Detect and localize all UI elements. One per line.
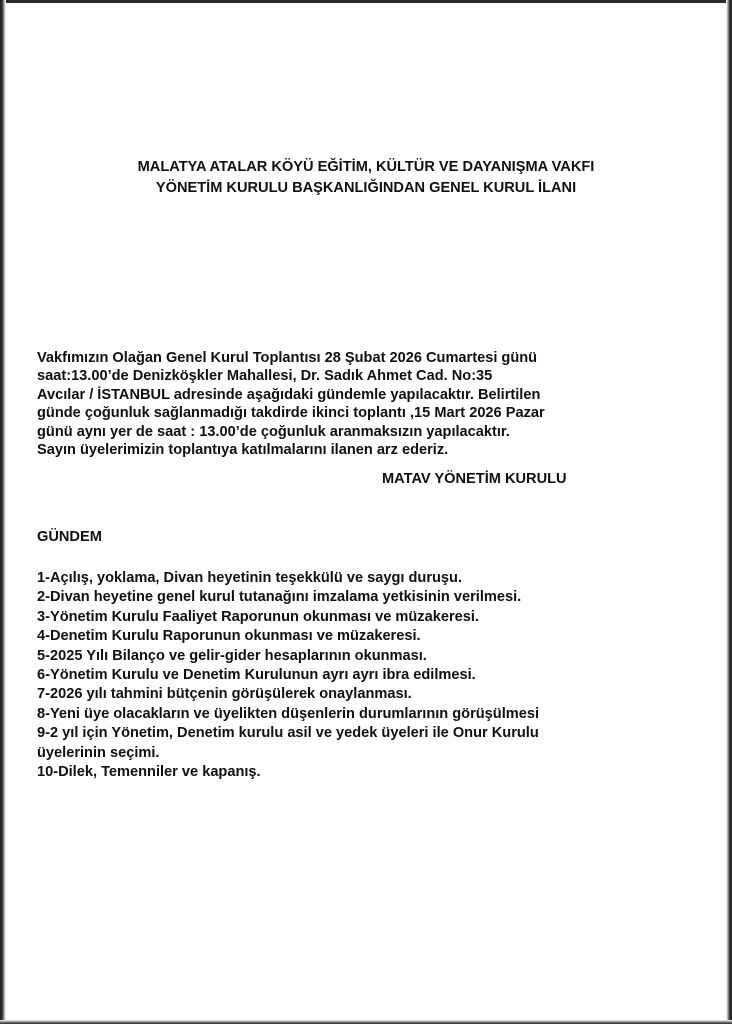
body-line: Sayın üyelerimizin toplantıya katılmalarını ilanen arz ederiz. <box>37 441 449 458</box>
announcement-body <box>37 349 657 459</box>
agenda-item: 9-2 yıl için Yönetim, Denetim kurulu asil ve yedek üyeleri ile Onur Kurulu <box>37 725 539 742</box>
agenda-item: 4-Denetim Kurulu Raporunun okunması ve müzakeresi. <box>37 628 421 645</box>
agenda-item: 8-Yeni üye olacakların ve üyelikten düşenlerin durumlarının görüşülmesi <box>37 705 540 722</box>
announcement-title <box>0 157 732 199</box>
body-line: saat:13.00’de Denizköşkler Mahallesi, Dr. Sadık Ahmet Cad. No:35 <box>37 368 493 385</box>
scan-edge-right <box>726 0 732 1024</box>
agenda-list <box>37 569 657 782</box>
title-line-1: MALATYA ATALAR KÖYÜ EĞİTİM, KÜLTÜR VE DAYANIŞMA VAKFI <box>137 159 595 175</box>
signature: MATAV YÖNETİM KURULU <box>382 471 567 487</box>
agenda-item: 3-Yönetim Kurulu Faaliyet Raporunun okunması ve müzakeresi. <box>37 608 479 625</box>
body-line: Vakfımızın Olağan Genel Kurul Toplantısı 28 Şubat 2026 Cumartesi günü <box>37 350 538 366</box>
agenda-item: 10-Dilek, Temenniler ve kapanış. <box>37 763 261 780</box>
scan-edge-top <box>0 0 732 3</box>
agenda-item: 1-Açılış, yoklama, Divan heyetinin teşekkülü ve saygı duruşu. <box>37 570 463 586</box>
body-line: günde çoğunluk sağlanmadığı takdirde ikinci toplantı ,15 Mart 2026 Pazar <box>37 405 545 422</box>
agenda-item: üyelerinin seçimi. <box>37 744 160 761</box>
agenda-item: 5-2025 Yılı Bilanço ve gelir-gider hesaplarının okunması. <box>37 647 427 664</box>
agenda-item: 6-Yönetim Kurulu ve Denetim Kurulunun ayrı ayrı ibra edilmesi. <box>37 666 476 683</box>
title-line-2: YÖNETİM KURULU BAŞKANLIĞINDAN GENEL KURUL İLANI <box>155 180 577 196</box>
scan-edge-bottom <box>0 1020 732 1024</box>
agenda-item: 2-Divan heyetine genel kurul tutanağını imzalama yetkisinin verilmesi. <box>37 589 522 606</box>
body-line: günü aynı yer de saat : 13.00’de çoğunluk aranmaksızın yapılacaktır. <box>37 423 510 440</box>
scan-edge-left <box>0 0 6 1024</box>
body-line: Avcılar / İSTANBUL adresinde aşağıdaki gündemle yapılacaktır. Belirtilen <box>37 386 541 403</box>
agenda-heading: GÜNDEM <box>37 529 102 545</box>
agenda-item: 7-2026 yılı tahmini bütçenin görüşülerek onaylanması. <box>37 686 412 703</box>
